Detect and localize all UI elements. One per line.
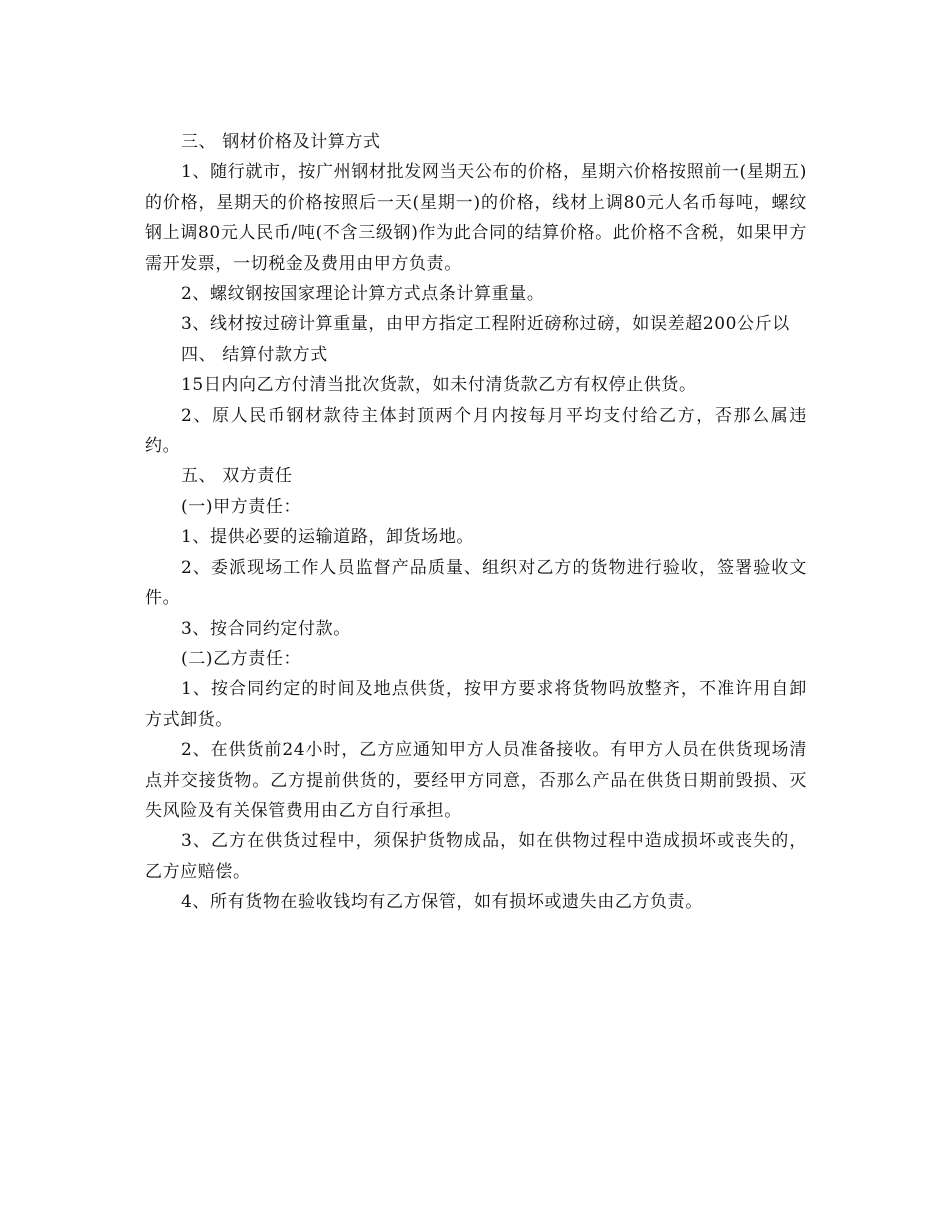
section-heading-responsibilities: 五、 双方责任 bbox=[181, 466, 293, 487]
paragraph-party-b-3: 3、乙方在供货过程中，须保护货物成品，如在供物过程中造成损坏或丧失的，乙方应赔偿。 bbox=[145, 831, 807, 882]
paragraph-wire-weight: 3、线材按过磅计算重量，由甲方指定工程附近磅称过磅，如误差超200公斤以 bbox=[181, 314, 790, 335]
paragraph-party-b-1: 1、按合同约定的时间及地点供货，按甲方要求将货物吗放整齐，不准许用自卸方式卸货。 bbox=[145, 679, 807, 730]
subheading-party-a: (一)甲方责任： bbox=[181, 496, 302, 517]
document-body bbox=[145, 127, 807, 918]
subheading-party-b: (二)乙方责任： bbox=[181, 648, 302, 669]
paragraph-payment-15-days: 15日内向乙方付清当批次货款，如未付清货款乙方有权停止供货。 bbox=[181, 375, 697, 396]
paragraph-party-a-1: 1、提供必要的运输道路，卸货场地。 bbox=[181, 527, 475, 548]
section-heading-payment: 四、 结算付款方式 bbox=[181, 344, 328, 365]
paragraph-party-b-2: 2、在供货前24小时，乙方应通知甲方人员准备接收。有甲方人员在供货现场清点并交接货物。乙方提前供货的，要经甲方同意，否那么产品在供货日期前毁损、灭失风险及有关保管费用由乙方自行承担。 bbox=[145, 740, 807, 821]
paragraph-rebar-weight: 2、螺纹钢按国家理论计算方式点条计算重量。 bbox=[181, 284, 545, 305]
paragraph-payment-monthly: 2、原人民币钢材款待主体封顶两个月内按每月平均支付给乙方，否那么属违约。 bbox=[145, 405, 807, 457]
paragraph-party-b-4: 4、所有货物在验收钱均有乙方保管，如有损坏或遗失由乙方负责。 bbox=[181, 892, 703, 913]
section-heading-price: 三、 钢材价格及计算方式 bbox=[181, 132, 381, 152]
paragraph-party-a-3: 3、按合同约定付款。 bbox=[181, 618, 351, 639]
paragraph-party-a-2: 2、委派现场工作人员监督产品质量、组织对乙方的货物进行验收，签署验收文件。 bbox=[145, 557, 807, 609]
paragraph-price-rule: 1、随行就市，按广州钢材批发网当天公布的价格，星期六价格按照前一(星期五)的价格，星期天的价格按照后一天(星期一)的价格，线材上调80元人名币每吨，螺纹钢上调80元人民币/吨(不含三级钢)作为此合同的结算价格。此价格不含税，如果甲方需开发票，一切税金及费用由甲方负责。 bbox=[145, 162, 807, 274]
